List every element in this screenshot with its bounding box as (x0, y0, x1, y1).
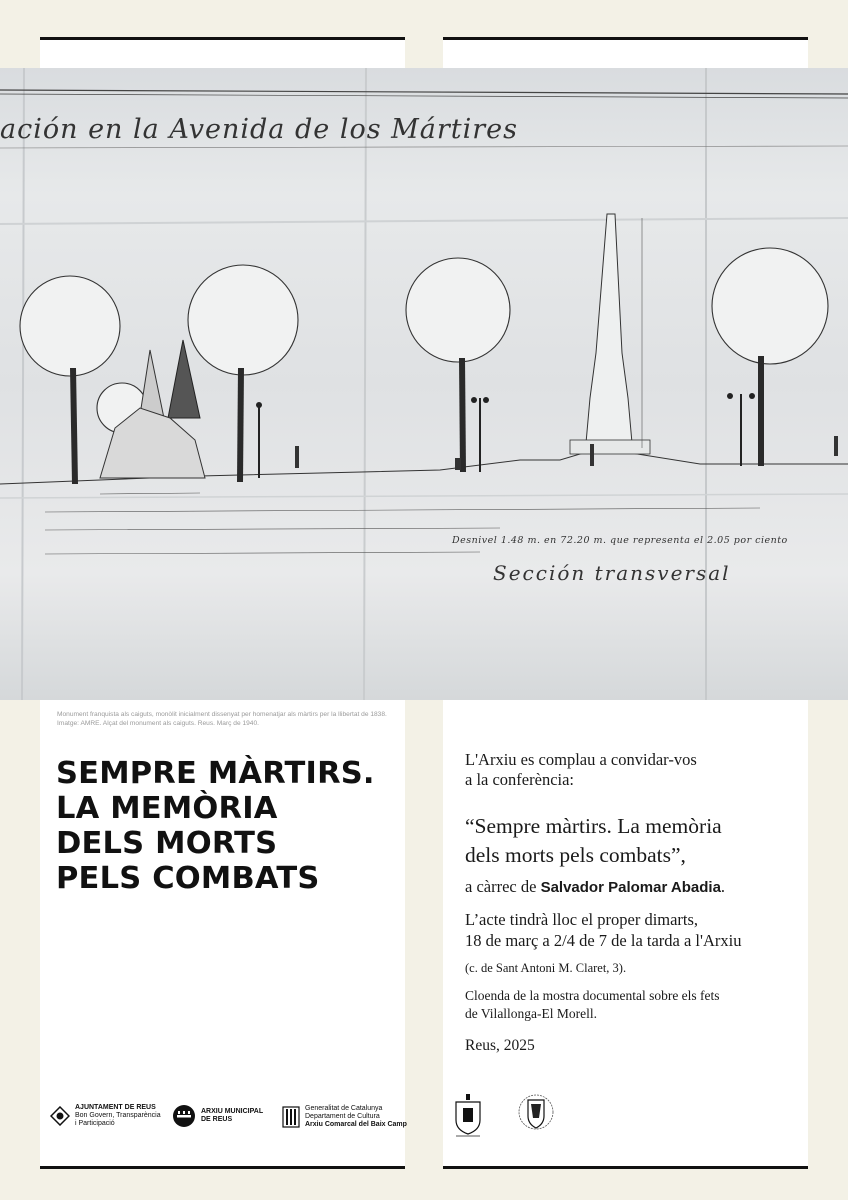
drawing-note: Desnivel 1.48 m. en 72.20 m. que representa el 2.05 por ciento (452, 535, 788, 546)
caption-line-1: Monument franquista als caiguts, monòlit inicialment dissenyat per homenatjar als màrtirs per la llibertat de 1838. (57, 711, 387, 718)
speaker-line (465, 876, 800, 899)
arxiu-municipal-logo (172, 1104, 263, 1128)
event-closing (465, 987, 800, 1023)
event-address: (c. de Sant Antoni M. Claret, 3). (465, 961, 627, 975)
when-line-2: 18 de març a 2/4 de 7 de la tarda a l'Arxiu (465, 931, 742, 950)
architectural-drawing (0, 68, 848, 700)
generalitat-arxiu: Arxiu Comarcal del Baix Camp (305, 1121, 407, 1128)
headline-line-4: PELS COMBATS (56, 861, 320, 896)
ajuntament-logo (50, 1104, 161, 1128)
speaker-suffix: . (720, 877, 726, 896)
ajuntament-dept-2: i Participació (75, 1120, 115, 1127)
generalitat-logo (282, 1105, 407, 1129)
el-morell-crest-icon (516, 1090, 556, 1138)
conference-title (465, 812, 800, 870)
ajuntament-emblem-icon (50, 1106, 70, 1126)
caption-line-2: Imatge: AMRE. Alçat del monument als caiguts. Reus. Març de 1940. (57, 720, 259, 727)
event-when (465, 909, 800, 951)
right-top-rule (443, 37, 808, 40)
invitation-intro (465, 750, 800, 790)
image-caption (57, 710, 402, 728)
vilallonga-crest (452, 1092, 484, 1138)
ajuntament-dept-1: Bon Govern, Transparència (75, 1112, 161, 1119)
generalitat-emblem-icon (282, 1106, 300, 1128)
headline-line-2: LA MEMÒRIA (56, 791, 278, 826)
drawing-section-label: Sección transversal (493, 561, 731, 585)
drawing-sketch (0, 68, 848, 700)
headline (56, 756, 401, 896)
intro-line-2: a la conferència: (465, 770, 575, 789)
intro-line-1: L'Arxiu es complau a convidar-vos (465, 750, 697, 769)
generalitat-dept: Departament de Cultura (305, 1113, 380, 1120)
closing-line-1: Cloenda de la mostra documental sobre els fets (465, 988, 720, 1003)
generalitat-name: Generalitat de Catalunya (305, 1105, 383, 1112)
place-date: Reus, 2025 (465, 1037, 535, 1054)
arxiu-municipal-name-1: ARXIU MUNICIPAL (201, 1108, 264, 1115)
arxiu-municipal-name-2: DE REUS (201, 1116, 233, 1123)
speaker-prefix: a càrrec de (465, 877, 541, 896)
left-bottom-rule (40, 1166, 405, 1169)
headline-line-1: SEMPRE MÀRTIRS. (56, 756, 375, 791)
el-morell-crest (516, 1090, 556, 1138)
right-bottom-rule (443, 1166, 808, 1169)
arxiu-municipal-emblem-icon (172, 1104, 196, 1128)
quote-line-1: “Sempre màrtirs. La memòria (465, 814, 722, 838)
vilallonga-crest-icon (452, 1092, 484, 1138)
ajuntament-name: AJUNTAMENT DE REUS (75, 1104, 156, 1111)
drawing-title: ación en la Avenida de los Mártires (0, 114, 519, 145)
left-top-rule (40, 37, 405, 40)
quote-line-2: dels morts pels combats”, (465, 843, 686, 867)
when-line-1: L’acte tindrà lloc el proper dimarts, (465, 910, 699, 929)
speaker-name: Salvador Palomar Abadia (540, 879, 721, 896)
closing-line-2: de Vilallonga-El Morell. (465, 1006, 598, 1021)
headline-line-3: DELS MORTS (56, 826, 278, 861)
